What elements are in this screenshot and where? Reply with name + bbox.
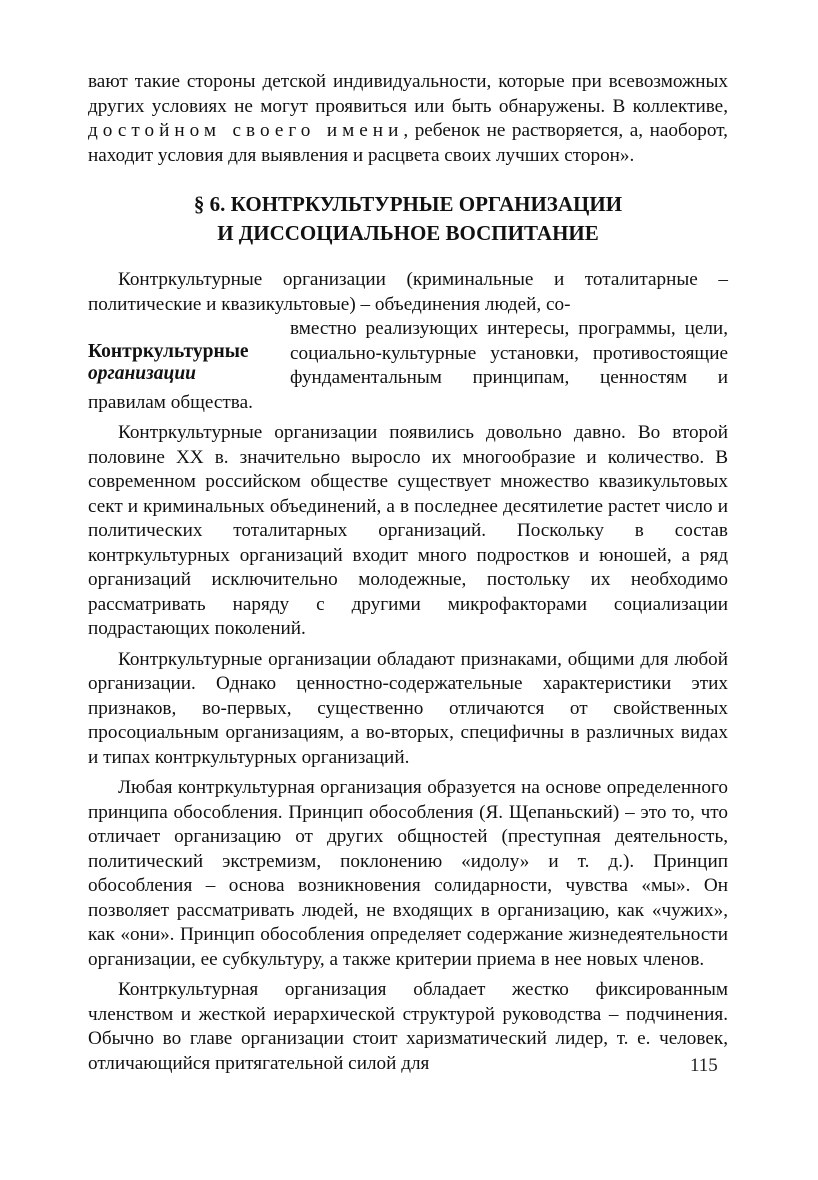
paragraph-5: Контркультурная организация обладает жестко фиксированным членством и жесткой иерархической структурой руководства – подчинения. Обычно во главе организации стоит харизматический лидер, т. е. человек, отличающийся притягательной силой для (88, 979, 728, 1074)
paragraph-1-start: Контркультурные организации (криминальные и тоталитарные – политические и квазикультовые) – объединения людей, со- (88, 269, 728, 315)
intro-text-after: , ребенок не растворяется, а, наоборот, находит условия для выявления и расцвета своих лучших сторон». (88, 120, 728, 166)
margin-note-line-1: Контркультурные (88, 341, 249, 362)
paragraph-1-rest: вместно реализующих интересы, программы, цели, социально-культурные установки, противостоящие фундаментальным принципам, ценностям и правилам общества. (88, 318, 728, 413)
paragraph-2: Контркультурные организации появились довольно давно. Во второй половине XX в. значительно выросло их многообразие и количество. В современном российском обществе существует множество квазикультовых сект и криминальных объединений, а в последнее десятилетие растет число и политических тоталитарных организаций. Поскольку в состав контркультурных организаций входит много подростков и юношей, а ряд организаций исключительно молодежные, постольку их необходимо рассматривать наряду с другими микрофакторами социализации подрастающих поколений. (88, 422, 728, 639)
paragraph-3: Контркультурные организации обладают признаками, общими для любой организации. Однако ценностно-содержательные характеристики этих признаков, во-первых, существенно отличаются от свойственных просоциальным организациям, а во-вторых, специфичны в различных видах и типах контркультурных организаций. (88, 648, 728, 768)
section-heading-line-2: И ДИССОЦИАЛЬНОЕ ВОСПИТАНИЕ (217, 221, 599, 245)
intro-spaced-emphasis: достойном своего имени (88, 120, 404, 141)
intro-text-before: вают такие стороны детской индивидуальности, которые при всевозможных других условиях не могут проявиться или быть обнаружены. В коллективе, (88, 71, 728, 117)
section-heading-line-1: § 6. КОНТРКУЛЬТУРНЫЕ ОРГАНИЗАЦИИ (193, 192, 623, 216)
page-body (88, 70, 728, 1076)
paragraph-1-continuation (88, 317, 728, 415)
paragraph-4: Любая контркультурная организация образуется на основе определенного принципа обособления. Принцип обособления (Я. Щепаньский) – это то, что отличает организацию от других общностей (преступная деятельность, политический экстремизм, поклонению «идолу» и т. д.). Принцип обособления – основа возникновения солидарности, чувства «мы». Он позволяет рассматривать людей, не входящих в организацию, как «чужих», как «они». Принцип обособления определяет содержание жизнедеятельности организации, ее субкультуру, а также критерии приема в нее новых членов. (88, 777, 728, 970)
intro-paragraph (88, 70, 728, 168)
section-heading (88, 190, 728, 248)
margin-note-line-2: организации (88, 363, 197, 384)
margin-note (88, 341, 270, 385)
page-number: 115 (690, 1055, 718, 1076)
